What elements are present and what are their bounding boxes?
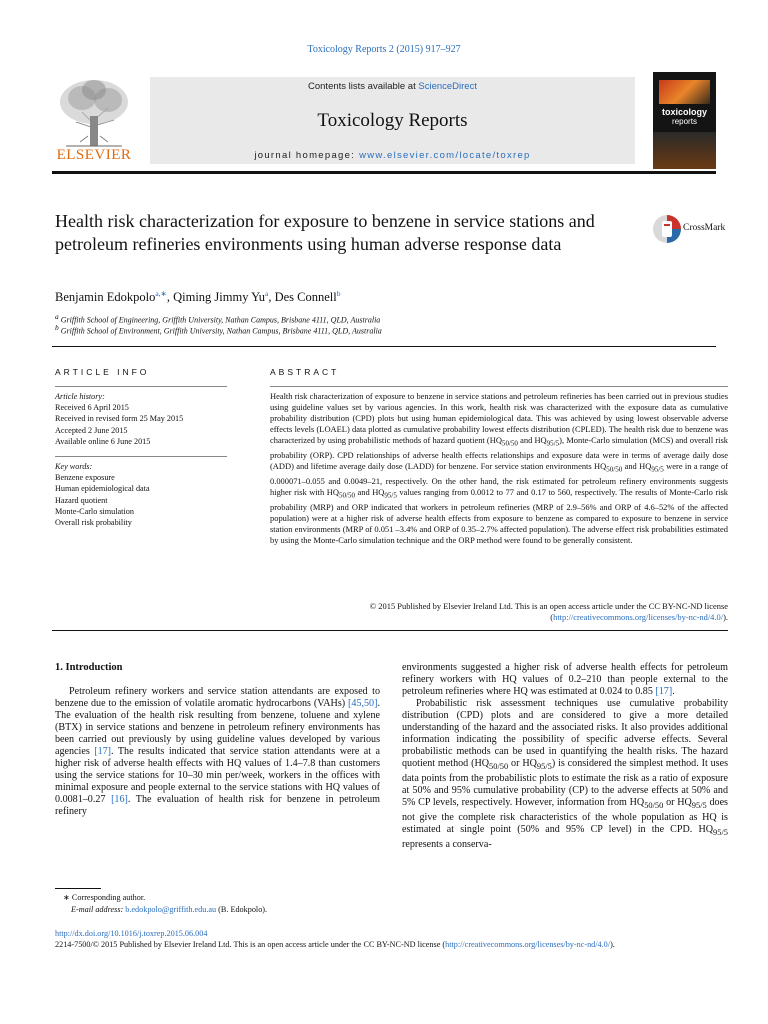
footer-license-link[interactable]: http://creativecommons.org/licenses/by-nc-nd/4.0/ [445, 940, 611, 949]
issn-line [55, 939, 755, 950]
hq-subscript: 95/5 [546, 440, 560, 449]
hq-term: HQ [639, 461, 652, 472]
hq-term: HQ [698, 824, 714, 836]
citation-link[interactable]: [16] [111, 794, 128, 805]
keywords-label: Key words: [55, 462, 93, 471]
email-link[interactable]: b.edokpolo@griffith.edu.au [125, 904, 217, 914]
body-text: Petroleum refinery workers and service station attendants are exposed to benzene due to the emission of volatile aromatic hydrocarbons (VAHs) [55, 686, 380, 709]
author-name: Benjamin Edokpolo [55, 290, 156, 305]
body-text: or [663, 797, 678, 809]
citation-link[interactable]: [17] [655, 686, 673, 697]
cover-bottom-art [653, 132, 716, 169]
hq-subscript: 95/5 [713, 828, 728, 838]
journal-reference[interactable]: Toxicology Reports 2 (2015) 917–927 [307, 44, 461, 55]
hq-subscript: 95/5 [536, 762, 552, 772]
footnote [55, 892, 267, 915]
abstract-segment: values ranging from 0.0012 to 77 and 0.17 to 560, respectively. The results of Monte-Carlo risk probability (MRP) and ORP indicated that workers in petroleum refineries (MRP of 2.9–56% and ORP of 4.6–52% of the affected population) were at a higher risk of adverse health effects from exposure to benzene as compared to exposure to benzene in service station environments (MRP of 0.051 –3.4% and ORP of 0.35–2.7% affected population). The adverse effect risk probabilities estimated by using the Monte-Carlo simulation technique and the ORP method were found to be generally consistent. [270, 487, 728, 546]
email-label: E-mail address: [71, 904, 126, 914]
crossmark-badge[interactable] [652, 213, 732, 245]
author-affiliation-mark[interactable]: a,∗ [155, 289, 167, 298]
hq-term: HQ [594, 461, 607, 472]
abstract-copyright [270, 601, 728, 623]
hq-subscript: 95/5 [651, 465, 664, 474]
keyword: Monte-Carlo simulation [55, 506, 134, 516]
elsevier-wordmark: ELSEVIER [56, 147, 132, 163]
hq-term: HQ [372, 487, 385, 498]
history-item: Received 6 April 2015 [55, 403, 129, 413]
hq-subscript: 50/50 [644, 801, 664, 811]
license-link[interactable]: http://creativecommons.org/licenses/by-nc-nd/4.0/ [553, 612, 724, 623]
abstract-segment: Health risk characterization of exposure to benzene in service stations and petroleum refineries has been carried out in previous studies using guideline values set by various agencies. In this work, health risk was characterized with the exposure data as cumulative probability distribution (CPD) plots but using human epidemiological data. This was achieved by using lowest observable adverse effects levels (LOAEL) data plotted as cumulative probability lowest effects distribution (CPLED). The health risk due to benzene was characterized by using probabilistic methods of hazard quotient ( [270, 391, 728, 446]
homepage-prefix: journal homepage: [254, 150, 360, 161]
keyword: Hazard quotient [55, 495, 108, 505]
hq-term: HQ [522, 758, 537, 769]
hq-term: HQ [629, 797, 645, 809]
header-rule [52, 171, 716, 174]
issn-end: ). [610, 940, 615, 949]
body-column-right [402, 662, 728, 851]
cover-subtitle: reports [672, 117, 697, 126]
journal-header [150, 77, 635, 164]
copyright-text: © 2015 Published by Elsevier Ireland Ltd. This is an open access article under the CC BY-NC-ND license ( [369, 601, 728, 623]
footer [55, 928, 755, 950]
body-column-left [55, 686, 380, 818]
contents-line [150, 81, 635, 92]
body-text: ) is considered the simplest method. It uses data points from the probabilistic plots to estimate the risk as a ratio of exposure at 50% and 95% cumulative probability (CP) to the adverse effects at 50% and 5% CP levels, respectively. However, information from [402, 758, 728, 809]
keyword: Benzene exposure [55, 473, 115, 483]
history-label: Article history: [55, 392, 105, 401]
footnote-text: Corresponding author. [71, 893, 146, 902]
contents-prefix: Contents lists available at [308, 81, 419, 92]
body-text: Probabilistic risk assessment techniques use cumulative probability distribution (CPD) plots and are considered to give a more detailed understanding of the hazard and the associated risks. It also provides additional information indicating the possibility of specific adverse effects. Several probabilistic methods can be used in quantifying the health risks. The hazard quotient method ( [402, 698, 728, 769]
abstract-segment: were in a range of 0.000071–0.055 and 0.0049–21, respectively. On the other hand, the risk estimated for petroleum refinery environments suggests higher risk with [270, 461, 729, 498]
abstract-heading: ABSTRACT [270, 367, 340, 377]
affiliation-mark: b [55, 323, 59, 332]
article-title: Health risk characterization for exposure to benzene in service stations and petroleum refineries environments using human adverse response data [55, 211, 595, 254]
hq-subscript: 95/5 [384, 491, 397, 500]
journal-title: Toxicology Reports [317, 110, 468, 131]
footnote-email [71, 904, 267, 916]
author-list: Benjamin Edokpolo$^{a,∗}$, Qiming Jimmy Yu$^a$, Des Connell$^b$ [55, 289, 341, 305]
affiliation [55, 323, 382, 336]
citation-link[interactable]: [45,50] [348, 698, 378, 709]
journal-cover[interactable] [653, 72, 716, 169]
abstract-segment: and [622, 461, 640, 472]
hq-subscript: 50/50 [338, 491, 355, 500]
hq-subscript: 50/50 [489, 762, 509, 772]
abstract-segment: and [354, 487, 373, 498]
crossmark-icon [652, 213, 682, 245]
body-text: represents a conserva- [402, 839, 492, 851]
body-text: . The evaluation of health risk for benzene in petroleum refinery [55, 794, 380, 817]
keyword: Overall risk probability [55, 518, 132, 528]
hq-term: HQ [489, 435, 502, 446]
footnote-mark: ∗ [63, 893, 70, 902]
info-rule [55, 456, 227, 457]
hq-subscript: 50/50 [606, 465, 623, 474]
abstract-segment: ) and overall risk probability (ORP). CPD relationships of adverse health effects relationships and exposure data were in terms of average daily dose (ADD) and lifetime average daily dose (LADD) for benzene. For service station environments [270, 435, 728, 472]
affiliation-text: Griffith School of Engineering, Griffith University, Nathan Campus, Brisbane 4111, QLD, Australia [60, 315, 381, 325]
crossmark-label: CrossMark [683, 223, 726, 233]
history-item: Accepted 2 June 2015 [55, 425, 128, 435]
copyright-end: ). [723, 612, 728, 623]
abstract-rule [270, 386, 728, 387]
email-owner: (B. Edokpolo). [216, 904, 268, 914]
history-item: Received in revised form 25 May 2015 [55, 414, 184, 424]
homepage-line [150, 150, 635, 161]
footnote-corresponding [55, 892, 267, 904]
keyword: Human epidemiological data [55, 484, 150, 494]
footnote-rule [55, 888, 101, 889]
history-item: Available online 6 June 2015 [55, 436, 151, 446]
info-rule [55, 386, 227, 387]
body-paragraph [402, 698, 728, 851]
citation-link[interactable]: [17] [94, 746, 112, 757]
doi-link[interactable]: http://dx.doi.org/10.1016/j.toxrep.2015.06.004 [55, 929, 208, 938]
author-name: Des Connell [274, 290, 337, 305]
keywords [55, 461, 230, 528]
body-text: does not give the complete risk characteristics of the whole population as HQ is estimated at single point (50% and 95% CP level) in the CPD. [402, 797, 728, 836]
article-history [55, 391, 230, 447]
body-text: environments suggested a higher risk of adverse health effects for petroleum refinery workers with HQ values of 0.2–210 than people external to the petroleum refineries where HQ was estimated at 0.024 to 0.85 [402, 662, 728, 697]
hq-subscript: 50/50 [501, 440, 518, 449]
issn-text: 2214-7500/© 2015 Published by Elsevier Ireland Ltd. This is an open access article under the CC BY-NC-ND license ( [55, 940, 446, 949]
body-text: . The results indicated that service station attendants were at a higher risk of adverse health effects with HQ values of 1.4–7.8 than customers using the service stations for 10–30 min per/week, workers in the offices with minimal exposure and people external to the service stations with HQ values of 0.0081–0.27 [55, 746, 380, 805]
abstract-text [270, 391, 728, 546]
homepage-link[interactable]: www.elsevier.com/locate/toxrep [359, 150, 531, 161]
section-rule [52, 346, 716, 347]
elsevier-logo [52, 76, 136, 164]
hq-term: HQ [326, 487, 339, 498]
affiliation-text: Griffith School of Environment, Griffith University, Nathan Campus, Brisbane 4111, QLD, Australia [60, 326, 382, 336]
hq-term: HQ [677, 797, 692, 809]
author-affiliation-mark[interactable]: a [265, 289, 269, 298]
cover-art [659, 80, 710, 104]
body-paragraph [402, 662, 728, 698]
abstract-segment: ), Monte-Carlo simulation (MCS [559, 435, 671, 446]
abstract-segment: and [517, 435, 535, 446]
affiliation-mark: a [55, 312, 59, 321]
abstract-end-rule [52, 630, 728, 631]
body-text: . [672, 686, 675, 697]
sciencedirect-link[interactable]: ScienceDirect [418, 81, 477, 92]
hq-term: HQ [534, 435, 547, 446]
hq-term: HQ [474, 758, 490, 769]
article-info-heading: ARTICLE INFO [55, 367, 150, 377]
author-affiliation-mark[interactable]: b [336, 289, 341, 298]
body-text: . The evaluation of the health risk resulting from benzene, toluene and xylene (BTX) in service stations and benzene in petroleum refinery environments has been carried out previously by using guideline values developed by various agencies [55, 698, 380, 757]
cover-title: toxicology [661, 107, 707, 117]
hq-subscript: 95/5 [691, 801, 707, 811]
tree-icon [52, 76, 136, 148]
body-text: or [508, 758, 523, 769]
section-heading: 1. Introduction [55, 662, 123, 673]
author-name: Qiming Jimmy Yu [173, 290, 266, 305]
